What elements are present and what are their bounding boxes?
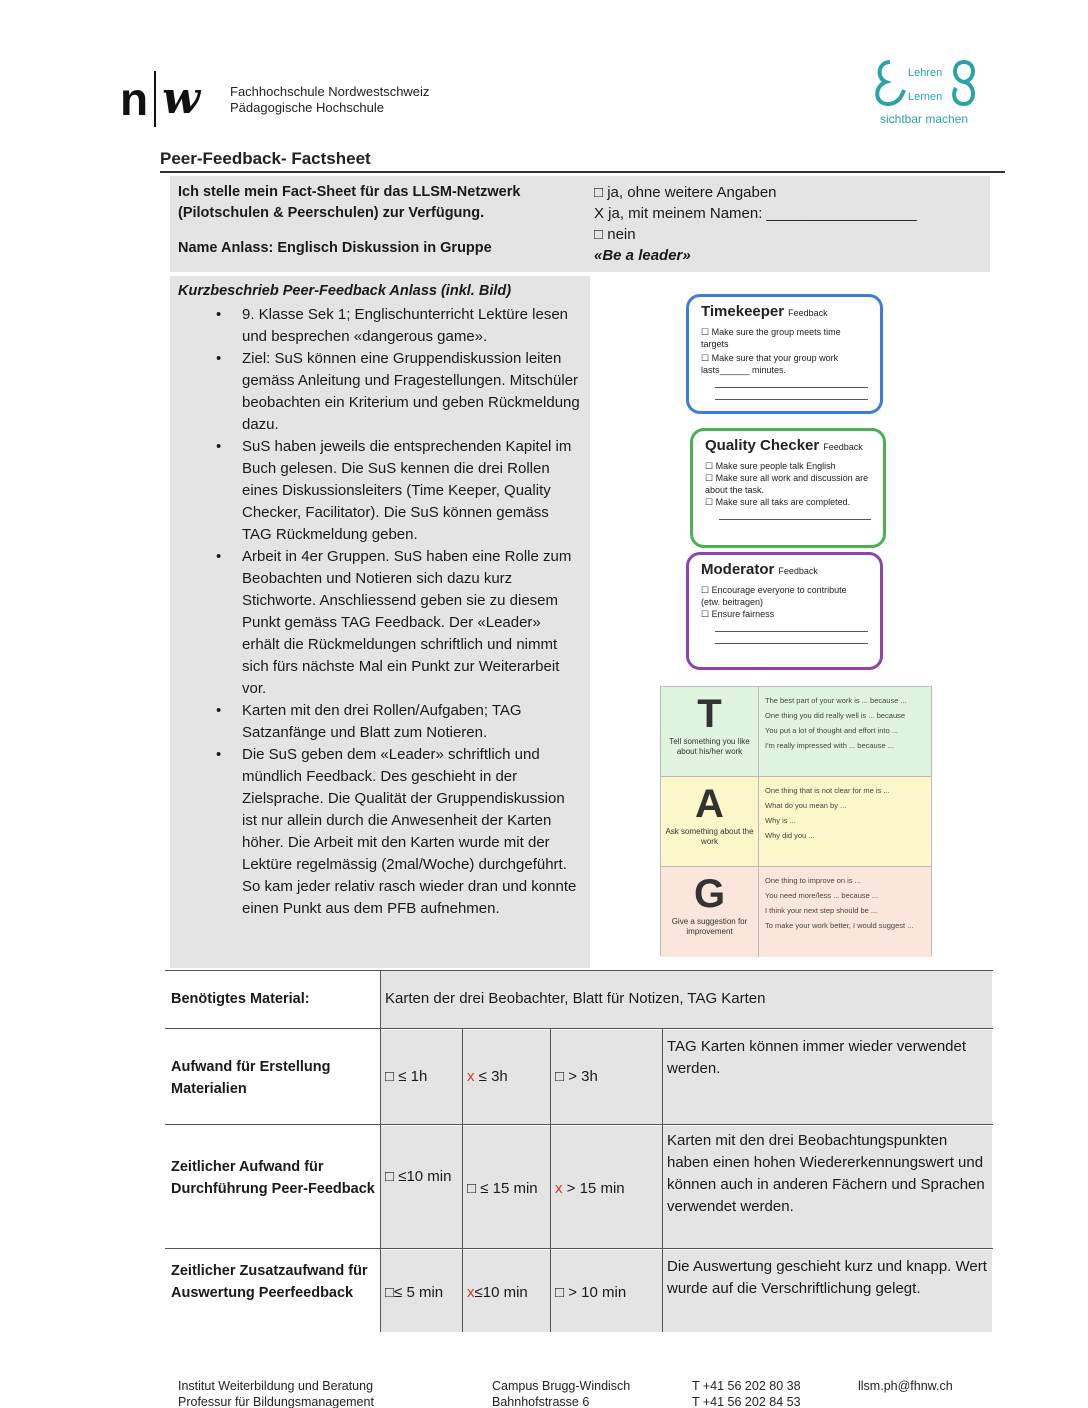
tag-phrase: I'm really impressed with ... because ... bbox=[765, 741, 894, 750]
brand-word2: Lernen bbox=[908, 91, 943, 103]
list-item: • SuS haben jeweils die entsprechenden Kapitel im Buch gelesen. Die SuS kennen die drei Rollen eines Diskussionsleiters (Time Keeper, Quality Checker, Facilitator). Die SuS können gemäss TAG Rückmeldung geben. bbox=[178, 436, 582, 546]
quality-checker-card bbox=[690, 428, 886, 548]
effort-table bbox=[165, 970, 993, 1332]
tag-phrase: I think your next step should be ... bbox=[765, 906, 878, 915]
institution-name bbox=[230, 84, 429, 116]
card-title: Moderator Feedback bbox=[701, 561, 818, 578]
option-yes-anonymous[interactable]: □ ja, ohne weitere Angaben bbox=[594, 184, 777, 201]
brand-tagline: sichtbar machen bbox=[880, 112, 969, 126]
tag-phrase: The best part of your work is ... because ... bbox=[765, 696, 907, 705]
event-name: Name Anlass: Englisch Diskussion in Gruppe bbox=[178, 240, 492, 256]
tag-phrase: What do you mean by ... bbox=[765, 801, 847, 810]
card-title: Quality Checker Feedback bbox=[705, 437, 863, 454]
option-le-10min-eval[interactable]: x≤10 min bbox=[467, 1284, 528, 1301]
moderator-card bbox=[686, 552, 883, 670]
fhnw-logo bbox=[120, 70, 200, 128]
card-item: ☐ Ensure fairness bbox=[701, 609, 775, 619]
institution-line1: Fachhochschule Nordwestschweiz bbox=[230, 84, 430, 99]
timekeeper-card bbox=[686, 294, 883, 414]
description-list bbox=[178, 304, 582, 920]
tag-phrase: Why did you ... bbox=[765, 831, 815, 840]
option-gt-15min[interactable]: x > 15 min bbox=[555, 1180, 625, 1197]
tag-phrase: Why is ... bbox=[765, 816, 796, 825]
row-label-creation-effort: Aufwand für Erstellung Materialien bbox=[171, 1059, 331, 1097]
tag-phrase: You put a lot of thought and effort into ... bbox=[765, 726, 899, 735]
comment-evaluation-time: Die Auswertung geschieht kurz und knapp. Wert wurde auf die Verschriftlichung gelegt. bbox=[667, 1258, 987, 1297]
option-le-5min[interactable]: □≤ 5 min bbox=[385, 1284, 444, 1301]
tag-row-g bbox=[661, 867, 931, 957]
tag-letter-g: G bbox=[693, 872, 726, 916]
event-title: «Be a leader» bbox=[594, 247, 691, 264]
card-item: ☐ Make sure the group meets time targets bbox=[701, 327, 841, 349]
option-gt-10min[interactable]: □ > 10 min bbox=[555, 1284, 627, 1301]
comment-execution-time: Karten mit den drei Beobachtungspunkten haben einen hohen Wiedererkennungswert und können auch in anderen Fächern und Sprachen verwendet werden. bbox=[667, 1132, 985, 1215]
list-item: • Arbeit in 4er Gruppen. SuS haben eine Rolle zum Beobachten und Notieren sich dazu kurz Stichworte. Anschliessend geben sie zu diesem Punkt gemäss TAG Feedback. Der «Leader» erhält die Rückmeldungen schriftlich und nimmt sich fürs nächste Mal ein Punkt zur Weiterarbeit vor. bbox=[178, 546, 582, 700]
card-item: ☐ Make sure all taks are completed. bbox=[705, 497, 851, 507]
tag-phrase: One thing that is not clear for me is ... bbox=[765, 786, 890, 795]
footer-email[interactable]: llsm.ph@fhnw.ch bbox=[858, 1379, 953, 1393]
title-divider bbox=[160, 171, 1005, 173]
material-label: Benötigtes Material: bbox=[171, 991, 310, 1007]
note-line bbox=[715, 622, 868, 632]
tag-phrase: One thing to improve on is ... bbox=[765, 876, 861, 885]
comment-creation-effort: TAG Karten können immer wieder verwendet werden. bbox=[667, 1038, 967, 1077]
share-statement: Ich stelle mein Fact-Sheet für das LLSM-Netzwerk (Pilotschulen & Peerschulen) zur Verfügung. bbox=[178, 184, 521, 221]
tag-letter-a: A bbox=[695, 782, 724, 826]
footer-address: Campus Brugg-Windisch Bahnhofstrasse 6 bbox=[492, 1379, 631, 1408]
tag-letter-t: T bbox=[697, 692, 722, 736]
material-value: Karten der drei Beobachter, Blatt für Notizen, TAG Karten bbox=[385, 990, 766, 1007]
note-line bbox=[715, 378, 868, 388]
option-yes-with-name[interactable]: X ja, mit meinem Namen: __________________ bbox=[594, 205, 917, 222]
tag-desc-g: Give a suggestion for improvement bbox=[671, 917, 748, 936]
list-item: • Die SuS geben dem «Leader» schriftlich und mündlich Feedback. Des geschieht in der Zielsprache. Die Qualität der Gruppendiskussion ist nur allein durch die Anwesenheit der Karten höher. Die Arbeit mit den Karten wurde mit der Lektüre regelmässig (2mal/Woche) durchgeführt. So kam jeder relativ rasch wieder dran und konnte einen Punkt aus dem PFB aufnehmen. bbox=[178, 744, 582, 920]
footer-phone: T +41 56 202 80 38 T +41 56 202 84 53 bbox=[692, 1379, 801, 1408]
row-label-evaluation-time: Zeitlicher Zusatzaufwand für Auswertung Peerfeedback bbox=[171, 1263, 368, 1301]
card-item: ☐ Make sure all work and discussion are about the task. bbox=[705, 473, 869, 495]
brand-word1: Lehren bbox=[908, 67, 943, 79]
option-le-10min[interactable]: □ ≤10 min bbox=[385, 1168, 452, 1185]
list-item: • Karten mit den drei Rollen/Aufgaben; TAG Satzanfänge und Blatt zum Notieren. bbox=[178, 700, 582, 744]
option-le-3h[interactable]: x ≤ 3h bbox=[467, 1068, 508, 1085]
tag-feedback-table bbox=[660, 686, 932, 956]
row-label-execution-time: Zeitlicher Aufwand für Durchführung Peer-Feedback bbox=[171, 1159, 375, 1197]
card-item: ☐ Encourage everyone to contribute (etw. beitragen) bbox=[701, 585, 847, 607]
tag-row-a bbox=[661, 777, 931, 867]
logo-letter-n: n bbox=[120, 73, 149, 125]
selected-mark: x bbox=[467, 1284, 475, 1301]
institution-line2: Pädagogische Hochschule bbox=[230, 100, 384, 115]
description-heading: Kurzbeschrieb Peer-Feedback Anlass (inkl. Bild) bbox=[178, 283, 512, 299]
option-gt-3h[interactable]: □ > 3h bbox=[555, 1068, 598, 1085]
list-item: • Ziel: SuS können eine Gruppendiskussion leiten gemäss Anleitung und Fragestellungen. Mitschüler beobachten ein Kriterium und geben Rückmeldung dazu. bbox=[178, 348, 582, 436]
description-box bbox=[170, 276, 590, 968]
logo-letter-w: w bbox=[162, 73, 200, 124]
card-item: ☐ Make sure that your group work lasts______ minutes. bbox=[701, 353, 839, 375]
share-options-box bbox=[590, 176, 990, 272]
note-line bbox=[715, 390, 868, 400]
page-title: Peer-Feedback- Factsheet bbox=[160, 149, 371, 168]
tag-desc-t: Tell something you like about his/her work bbox=[669, 737, 750, 756]
tag-phrase: To make your work better, I would suggest ... bbox=[765, 921, 914, 930]
share-info-box bbox=[170, 176, 590, 272]
selected-mark: x bbox=[555, 1180, 563, 1197]
selected-mark: x bbox=[467, 1068, 475, 1085]
tag-row-t bbox=[661, 687, 931, 777]
card-item: ☐ Make sure people talk English bbox=[705, 461, 836, 471]
card-title: Timekeeper Feedback bbox=[701, 303, 828, 320]
footer-institute: Institut Weiterbildung und Beratung Professur für Bildungsmanagement bbox=[178, 1379, 374, 1408]
note-line bbox=[719, 510, 871, 520]
logo-divider bbox=[154, 71, 156, 127]
option-le-15min[interactable]: □ ≤ 15 min bbox=[467, 1180, 538, 1197]
note-line bbox=[715, 634, 868, 644]
tag-phrase: You need more/less ... because ... bbox=[765, 891, 879, 900]
option-le-1h[interactable]: □ ≤ 1h bbox=[385, 1068, 428, 1085]
tag-phrase: One thing you did really well is ... because bbox=[765, 711, 906, 720]
tag-desc-a: Ask something about the work bbox=[665, 827, 754, 846]
option-no[interactable]: □ nein bbox=[594, 226, 636, 243]
list-item: • 9. Klasse Sek 1; Englischunterricht Lektüre lesen und besprechen «dangerous game». bbox=[178, 304, 582, 348]
